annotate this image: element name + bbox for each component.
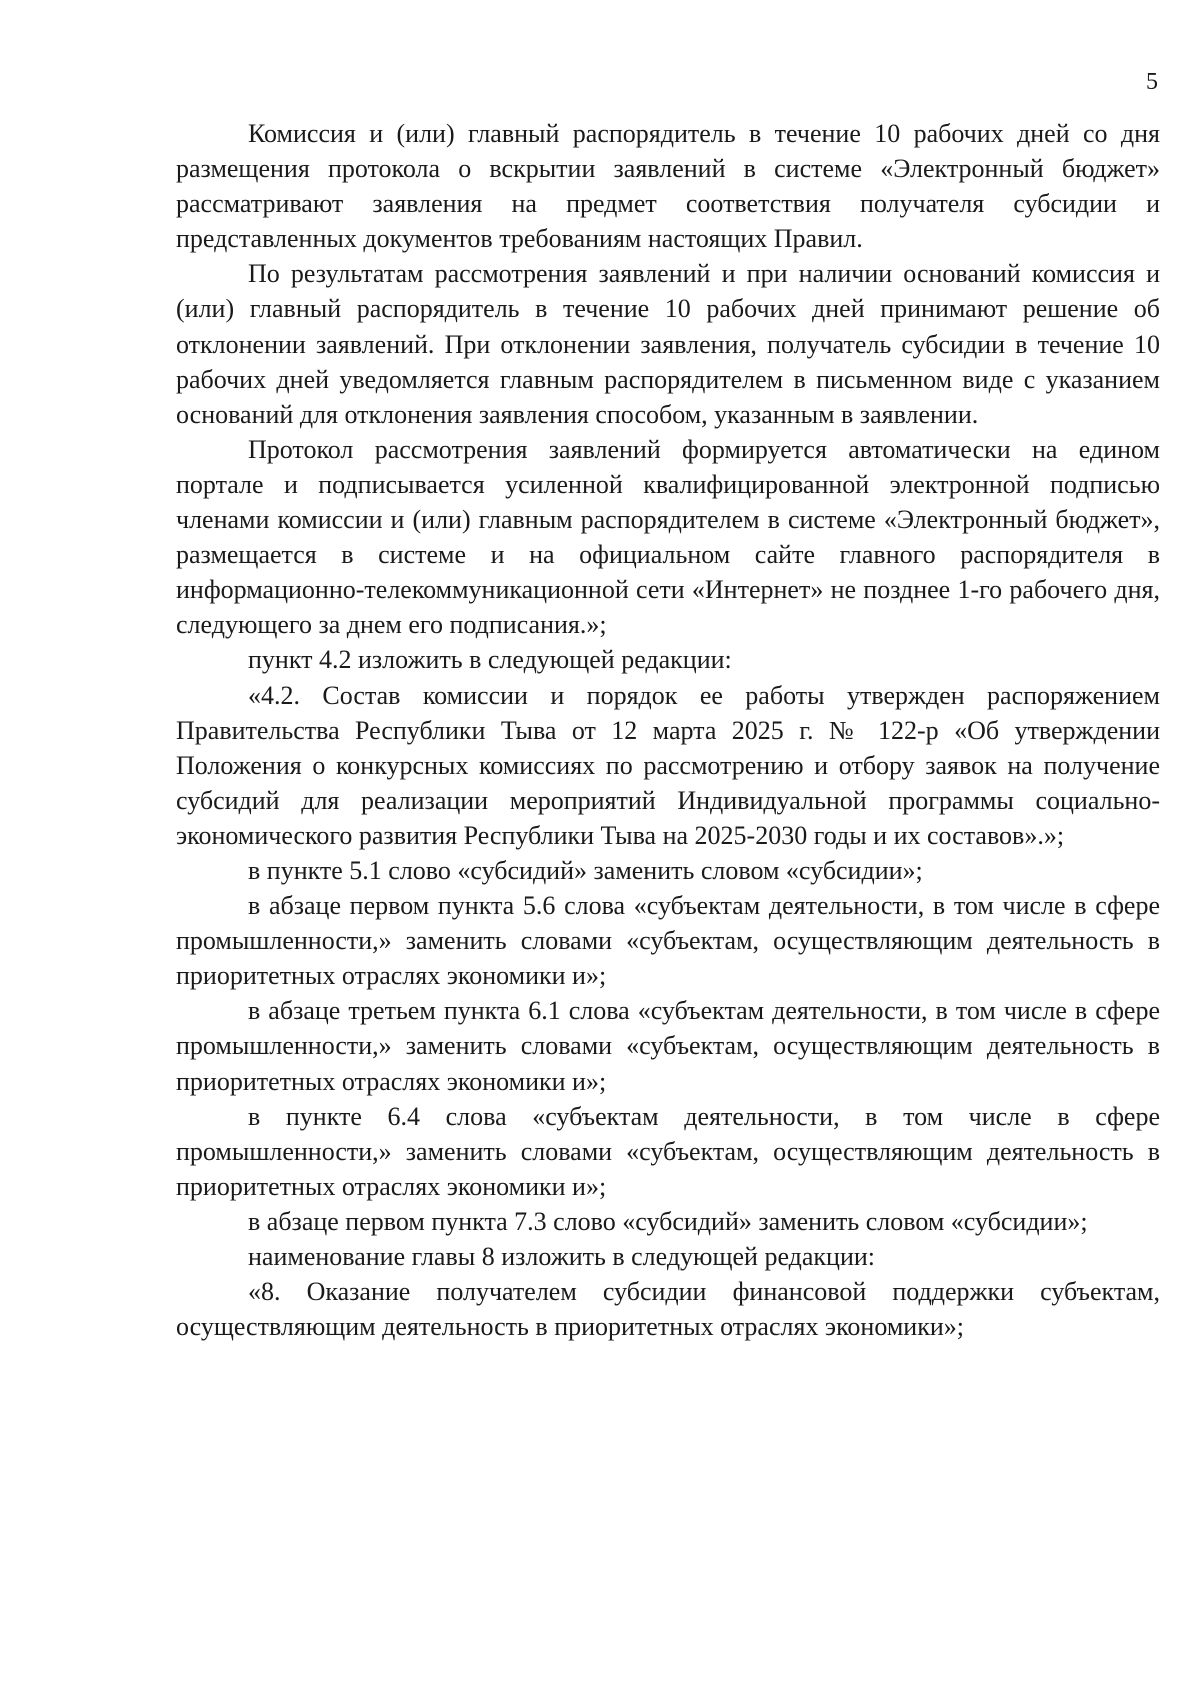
paragraph-chapter-8-intro: наименование главы 8 изложить в следующей редакции: [248, 1242, 876, 1271]
paragraph-item-5-6: в абзаце первом пункта 5.6 слова «субъектам деятельности, в том числе в сфере промышленности,» заменить словами «субъектам, осуществляющим деятельность в приоритетных отраслях экономики и»; [176, 891, 1160, 991]
paragraph-item-6-4: в пункте 6.4 слова «субъектам деятельности, в том числе в сфере промышленности,» заменить словами «субъектам, осуществляющим деятельность в приоритетных отраслях экономики и»; [176, 1101, 1160, 1201]
paragraph-item-4-2-intro: пункт 4.2 изложить в следующей редакции: [248, 645, 732, 675]
paragraph-commission-review: Комиссия и (или) главный распорядитель в течение 10 рабочих дней со дня размещения протокола о вскрытии заявлений в системе «Электронный бюджет» рассматривают заявления на предмет соответствия получателя субсидии и представленных документов требованиям настоящих Правил. [176, 119, 1160, 254]
paragraph-item-6-1: в абзаце третьем пункта 6.1 слова «субъектам деятельности, в том числе в сфере промышленности,» заменить словами «субъектам, осуществляющим деятельность в приоритетных отраслях экономики и»; [176, 996, 1160, 1096]
paragraph-chapter-8-title: «8. Оказание получателем субсидии финансовой поддержки субъектам, осуществляющим деятельность в приоритетных отраслях экономики»; [176, 1277, 1160, 1342]
paragraph-protocol: Протокол рассмотрения заявлений формируется автоматически на едином портале и подписывается усиленной квалифицированной электронной подписью членами комиссии и (или) главным распорядителем в системе «Электронный бюджет», размещается в системе и на официальном сайте главного распорядителя в информационно-телекоммуникационной сети «Интернет» не позднее 1-го рабочего дня, следующего за днем его подписания.»; [176, 434, 1160, 640]
paragraph-item-5-1: в пункте 5.1 слово «субсидий» заменить словом «субсидии»; [248, 855, 923, 885]
document-body [176, 116, 1160, 1344]
paragraph-item-4-2-text: «4.2. Состав комиссии и порядок ее работы утвержден распоряжением Правительства Республики Тыва от 12 марта 2025 г. № 122-р «Об утверждении Положения о конкурсных комиссиях по рассмотрению и отбору заявок на получение субсидий для реализации мероприятий Индивидуальной программы социально-экономического развития Республики Тыва на 2025-2030 годы и их составов».»; [176, 680, 1160, 850]
page-number: 5 [1146, 69, 1158, 95]
paragraph-item-7-3: в абзаце первом пункта 7.3 слово «субсидий» заменить словом «субсидии»; [248, 1206, 1088, 1236]
paragraph-rejection: По результатам рассмотрения заявлений и при наличии оснований комиссия и (или) главный распорядитель в течение 10 рабочих дней принимают решение об отклонении заявлений. При отклонении заявления, получатель субсидии в течение 10 рабочих дней уведомляется главным распорядителем в письменном виде с указанием оснований для отклонения заявления способом, указанным в заявлении. [176, 259, 1160, 429]
